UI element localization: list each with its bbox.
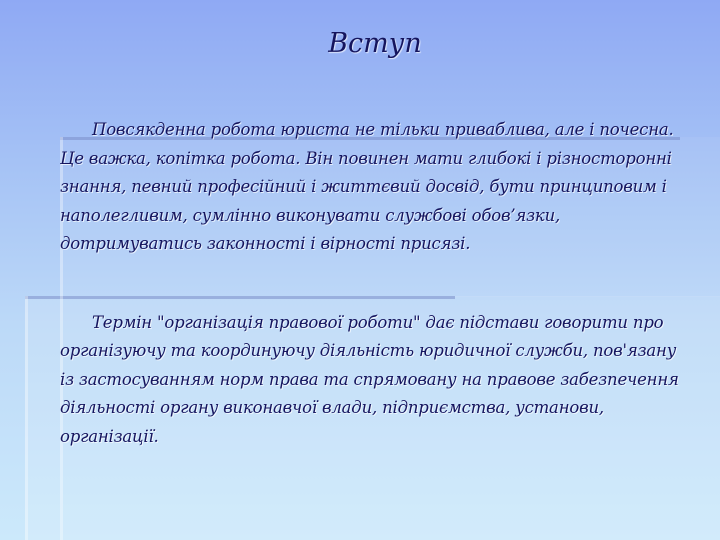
paragraph-1: Повсякденна робота юриста не тільки приваблива, але і почесна. Це важка, копітка робота. Він повинен мати глибокі і різносторонні знання, певний професійний і життєвий досвід, бути принциповим і наполегливим, сумлінно виконувати службові обов’язки, дотримуватись законності і вірності присязі.	[60, 120, 674, 253]
slide-body	[60, 116, 695, 451]
decorative-vline-lower	[25, 296, 28, 540]
slide-title: Вступ	[328, 28, 422, 59]
paragraph-2: Термін "організація правової роботи" дає підстави говорити про організуючу та координуючу діяльність юридичної служби, пов'язану із застосуванням норм права та спрямовану на правове забезпечення діяльності органу виконавчої влади, підприємства, установи, організації.	[60, 312, 679, 446]
